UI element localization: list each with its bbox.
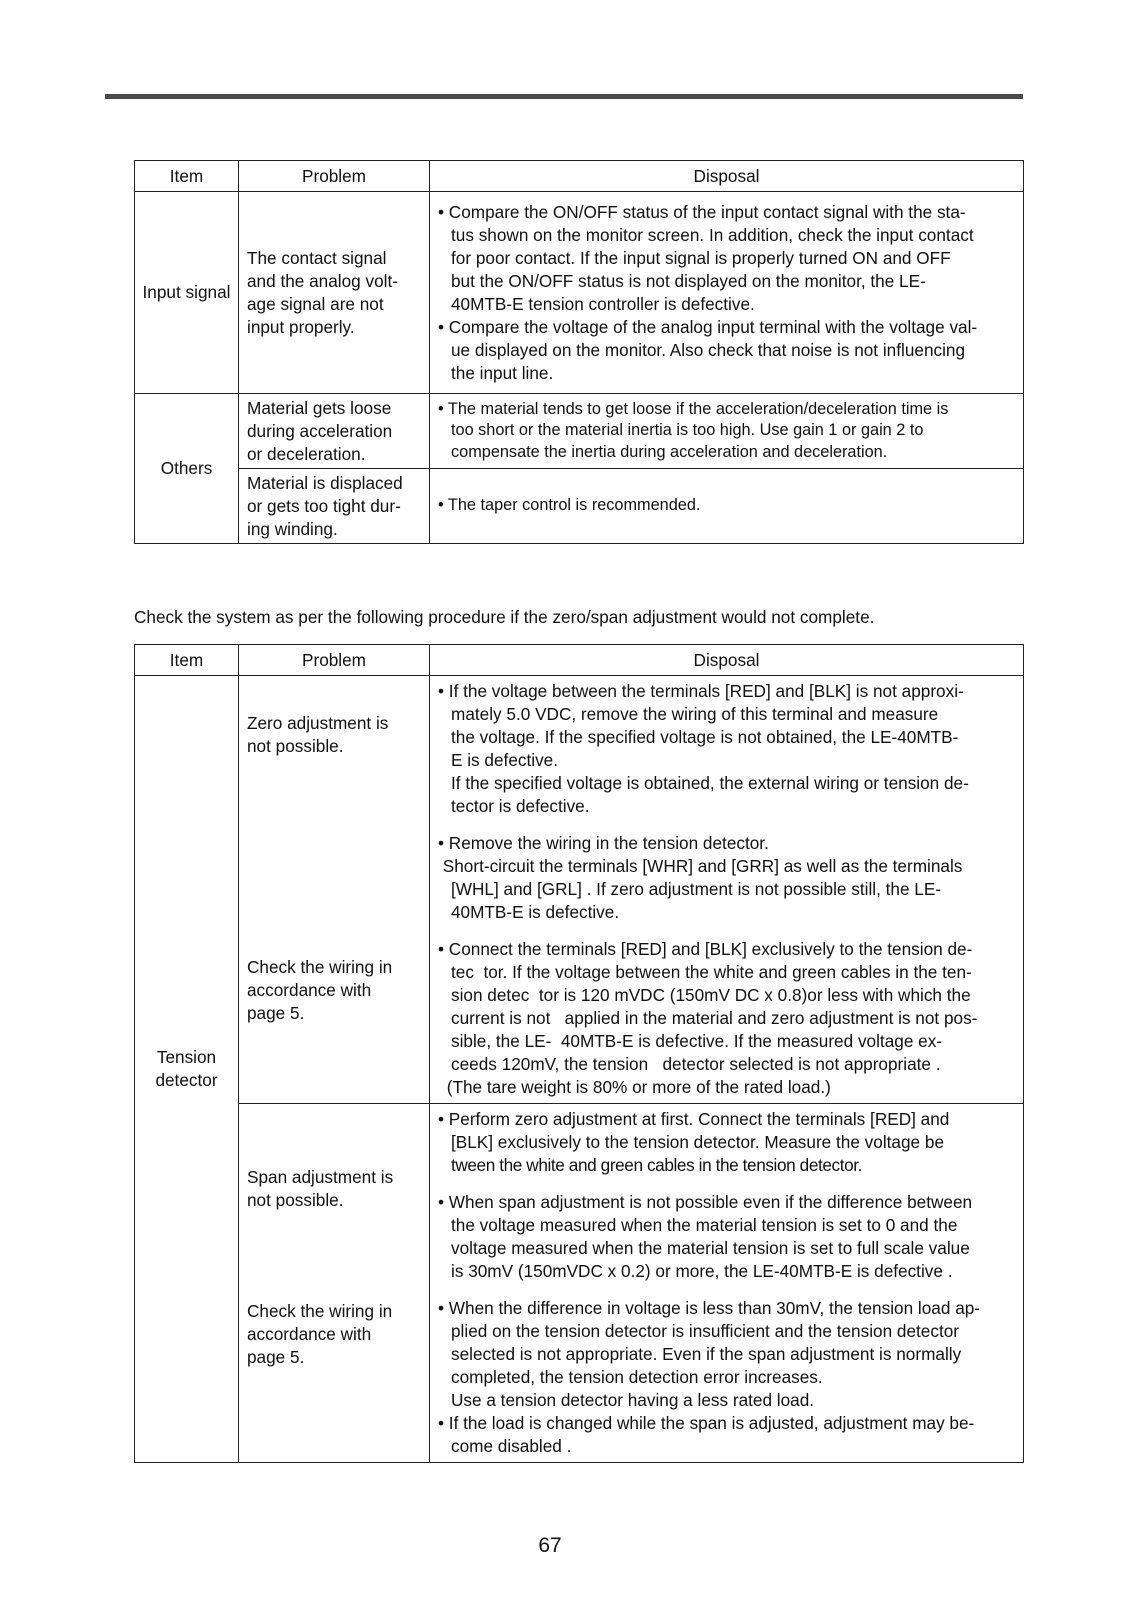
disposal-material-displaced: • The taper control is recommended. (430, 469, 1024, 544)
problem-material-loose: Material gets loose during acceleration or deceleration. (239, 394, 430, 469)
header-problem: Problem (239, 161, 430, 192)
table-header-row (135, 161, 1024, 192)
header-disposal: Disposal (430, 161, 1024, 192)
troubleshooting-table-2 (134, 644, 1024, 1463)
disposal-material-loose: • The material tends to get loose if the acceleration/deceleration time is too short or the material inertia is too high. Use gain 1 or gain 2 to compensate the inertia during acceleration and deceleration. (430, 394, 1024, 469)
item-input-signal: Input signal (135, 192, 239, 394)
table-row (135, 469, 1024, 544)
top-rule (105, 94, 1023, 99)
header-item: Item (135, 161, 239, 192)
table-row (135, 192, 1024, 394)
table-header-row (135, 645, 1024, 676)
procedure-caption: Check the system as per the following procedure if the zero/span adjustment would not complete. (134, 607, 875, 627)
disposal-input-signal: • Compare the ON/OFF status of the input contact signal with the sta- tus shown on the monitor screen. In addition, check the input contact for poor contact. If the input signal is properly turned ON and OFF but the ON/OFF status is not displayed on the monitor, the LE- 40MTB-E tension controller is defective. • Compare the voltage of the analog input terminal with the voltage val- ue displayed on the monitor. Also check that noise is not influencing the input line. (430, 192, 1024, 394)
page-number: 67 (538, 1534, 562, 1557)
table-row (135, 394, 1024, 469)
problem-zero-adjustment: Zero adjustment is not possible. Check the wiring in accordance with page 5. (239, 676, 430, 1104)
header-problem: Problem (239, 645, 430, 676)
table-row (135, 1104, 1024, 1463)
item-others: Others (135, 394, 239, 544)
problem-span-adjustment: Span adjustment is not possible. Check the wiring in accordance with page 5. (239, 1104, 430, 1463)
item-tension-detector: Tension detector (135, 676, 239, 1463)
disposal-span-adjustment: • Perform zero adjustment at first. Connect the terminals [RED] and [BLK] exclusively to the tension detector. Measure the voltage be tween the white and green cables in the tension detector. • When span adjustment is not possible even if the difference between the voltage measured when the material tension is set to 0 and the voltage measured when the material tension is set to full scale value is 30mV (150mVDC x 0.2) or more, the LE-40MTB-E is defective . • When the difference in voltage is less than 30mV, the tension load ap- plied on the tension detector is insufficient and the tension detector selected is not appropriate. Even if the span adjustment is normally completed, the tension detection error increases. Use a tension detector having a less rated load. • If the load is changed while the span is adjusted, adjustment may be- come disabled . (430, 1104, 1024, 1463)
problem-input-signal: The contact signal and the analog volt- age signal are not input properly. (239, 192, 430, 394)
troubleshooting-table-1 (134, 160, 1024, 544)
disposal-zero-adjustment: • If the voltage between the terminals [RED] and [BLK] is not approxi- mately 5.0 VDC, remove the wiring of this terminal and measure the voltage. If the specified voltage is not obtained, the LE-40MTB- E is defective. If the specified voltage is obtained, the external wiring or tension de- tector is defective. • Remove the wiring in the tension detector. Short-circuit the terminals [WHR] and [GRR] as well as the terminals [WHL] and [GRL] . If zero adjustment is not possible still, the LE- 40MTB-E is defective. • Connect the terminals [RED] and [BLK] exclusively to the tension de- tec tor. If the voltage between the white and green cables in the ten- sion detec tor is 120 mVDC (150mV DC x 0.8)or less with which the current is not applied in the material and zero adjustment is not pos- sible, the LE- 40MTB-E is defective. If the measured voltage ex- ceeds 120mV, the tension detector selected is not appropriate . (The tare weight is 80% or more of the rated load.) (430, 676, 1024, 1104)
header-disposal: Disposal (430, 645, 1024, 676)
table-row (135, 676, 1024, 1104)
problem-material-displaced: Material is displaced or gets too tight dur- ing winding. (239, 469, 430, 544)
header-item: Item (135, 645, 239, 676)
